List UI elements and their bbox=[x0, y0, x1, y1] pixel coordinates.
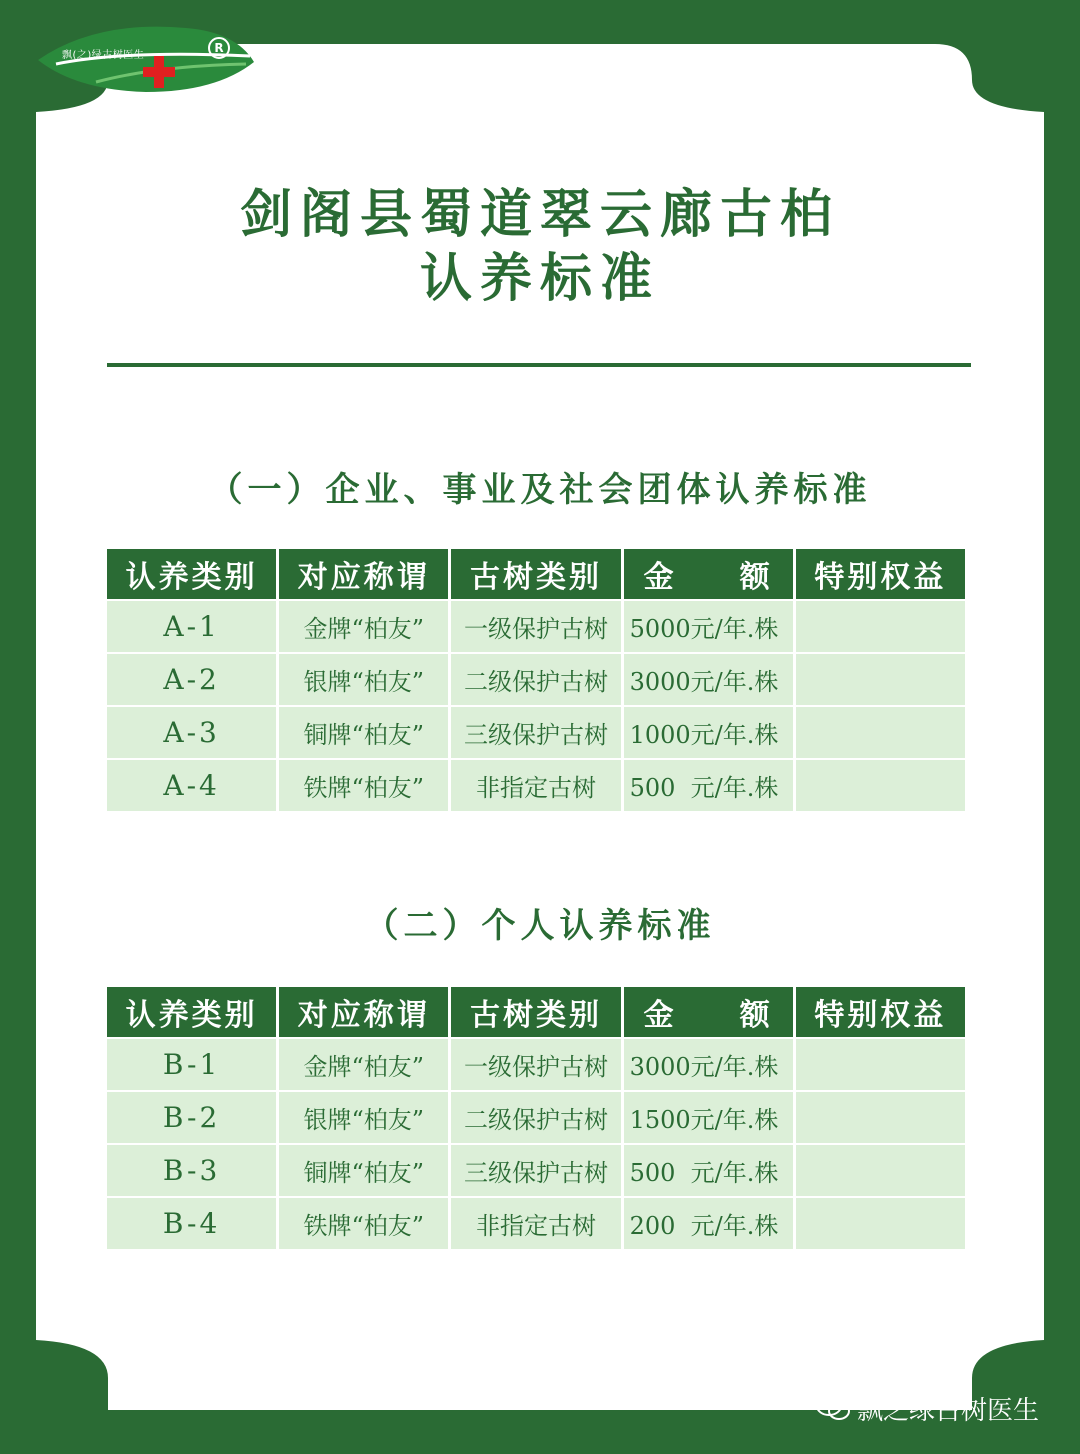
table-row bbox=[107, 654, 965, 705]
table-row bbox=[107, 1092, 965, 1143]
title-divider bbox=[107, 363, 971, 367]
registered-mark: R bbox=[208, 37, 230, 59]
table-header-row bbox=[107, 549, 965, 599]
page-title-line1: 剑阁县蜀道翠云廊古柏 bbox=[239, 184, 840, 245]
cell-category: A-3 bbox=[107, 707, 276, 758]
cell-benefits bbox=[796, 654, 965, 705]
cell-tree-class: 一级保护古树 bbox=[451, 601, 620, 652]
cell-title: 铁牌“柏友” bbox=[279, 1198, 448, 1249]
cell-title: 金牌“柏友” bbox=[279, 1039, 448, 1090]
cell-benefits bbox=[796, 707, 965, 758]
header-benefits: 特别权益 bbox=[796, 549, 965, 599]
page-title-line2: 认养标准 bbox=[419, 248, 660, 309]
brand-logo bbox=[36, 22, 266, 102]
cell-tree-class: 一级保护古树 bbox=[451, 1039, 620, 1090]
cell-tree-class: 二级保护古树 bbox=[451, 654, 620, 705]
adoption-table-organizations bbox=[104, 547, 968, 813]
cell-amount: 500 元/年.株 bbox=[624, 760, 793, 811]
cell-category: A-2 bbox=[107, 654, 276, 705]
cell-amount: 500 元/年.株 bbox=[624, 1145, 793, 1196]
table-row bbox=[107, 707, 965, 758]
header-amount-part2: 额 bbox=[739, 998, 773, 1033]
cell-category: A-1 bbox=[107, 601, 276, 652]
cell-amount: 1000元/年.株 bbox=[624, 707, 793, 758]
header-title: 对应称谓 bbox=[279, 987, 448, 1037]
cell-benefits bbox=[796, 1145, 965, 1196]
header-category: 认养类别 bbox=[107, 987, 276, 1037]
cell-category: B-2 bbox=[107, 1092, 276, 1143]
table-row bbox=[107, 1039, 965, 1090]
cell-amount: 1500元/年.株 bbox=[624, 1092, 793, 1143]
cell-tree-class: 三级保护古树 bbox=[451, 707, 620, 758]
header-amount bbox=[624, 549, 793, 599]
cell-benefits bbox=[796, 601, 965, 652]
cell-tree-class: 二级保护古树 bbox=[451, 1092, 620, 1143]
table-row bbox=[107, 601, 965, 652]
header-amount bbox=[624, 987, 793, 1037]
cell-category: B-3 bbox=[107, 1145, 276, 1196]
cell-amount: 5000元/年.株 bbox=[624, 601, 793, 652]
header-category: 认养类别 bbox=[107, 549, 276, 599]
header-title: 对应称谓 bbox=[279, 549, 448, 599]
cell-benefits bbox=[796, 1039, 965, 1090]
header-tree-class: 古树类别 bbox=[451, 987, 620, 1037]
cell-amount: 200 元/年.株 bbox=[624, 1198, 793, 1249]
cell-benefits bbox=[796, 1092, 965, 1143]
header-amount-part1: 金 bbox=[643, 998, 677, 1033]
cell-category: B-4 bbox=[107, 1198, 276, 1249]
table-header-row bbox=[107, 987, 965, 1037]
cell-title: 铜牌“柏友” bbox=[279, 707, 448, 758]
cell-benefits bbox=[796, 1198, 965, 1249]
cell-tree-class: 三级保护古树 bbox=[451, 1145, 620, 1196]
wechat-icon bbox=[815, 1395, 851, 1421]
cell-title: 银牌“柏友” bbox=[279, 1092, 448, 1143]
header-amount-part1: 金 bbox=[643, 560, 677, 595]
header-benefits: 特别权益 bbox=[796, 987, 965, 1037]
watermark-text: 飘之绿古树医生 bbox=[857, 1395, 1040, 1426]
header-amount-part2: 额 bbox=[739, 560, 773, 595]
adoption-table-individuals bbox=[104, 985, 968, 1251]
section-heading-individuals: （二）个人认养标准 bbox=[364, 906, 716, 946]
cell-category: B-1 bbox=[107, 1039, 276, 1090]
watermark bbox=[815, 1388, 1039, 1428]
section-heading-organizations: （一）企业、事业及社会团体认养标准 bbox=[208, 470, 872, 510]
cell-tree-class: 非指定古树 bbox=[451, 760, 620, 811]
logo-brand-text: 飘(之)绿古树医生 bbox=[62, 50, 145, 61]
cell-title: 铜牌“柏友” bbox=[279, 1145, 448, 1196]
header-tree-class: 古树类别 bbox=[451, 549, 620, 599]
table-row bbox=[107, 760, 965, 811]
cell-tree-class: 非指定古树 bbox=[451, 1198, 620, 1249]
cell-amount: 3000元/年.株 bbox=[624, 654, 793, 705]
cell-title: 铁牌“柏友” bbox=[279, 760, 448, 811]
cell-title: 银牌“柏友” bbox=[279, 654, 448, 705]
table-row bbox=[107, 1145, 965, 1196]
cell-title: 金牌“柏友” bbox=[279, 601, 448, 652]
cell-amount: 3000元/年.株 bbox=[624, 1039, 793, 1090]
table-row bbox=[107, 1198, 965, 1249]
cell-category: A-4 bbox=[107, 760, 276, 811]
cell-benefits bbox=[796, 760, 965, 811]
